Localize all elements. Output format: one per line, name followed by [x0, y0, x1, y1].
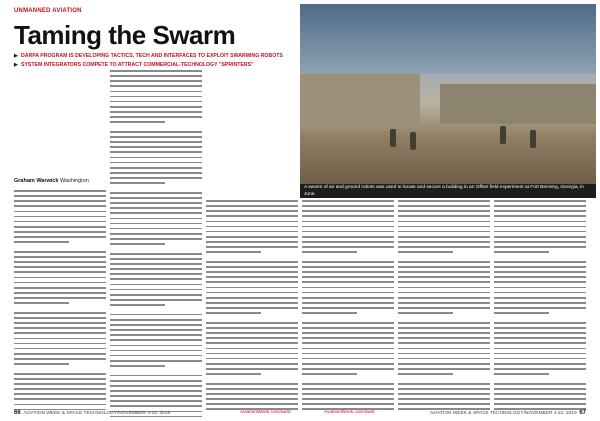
body-text-line — [206, 368, 298, 370]
body-text-line — [14, 287, 106, 289]
body-text-line — [110, 405, 202, 407]
body-text-line — [302, 215, 394, 217]
body-text-line — [398, 348, 490, 350]
body-text-line — [110, 284, 202, 286]
byline-author: Graham Warwick — [14, 178, 59, 184]
body-text-line — [110, 233, 202, 235]
body-text-line — [398, 368, 490, 370]
body-text-line — [14, 226, 106, 228]
body-text-line — [206, 393, 298, 395]
body-text-line — [14, 292, 106, 294]
body-text-line — [302, 221, 394, 223]
body-text-line — [494, 342, 586, 344]
body-text-line — [206, 276, 298, 278]
body-text-line — [494, 297, 586, 299]
body-text-line — [398, 332, 490, 334]
body-text-line — [494, 215, 586, 217]
body-text-line — [494, 221, 586, 223]
body-text-line — [302, 363, 394, 365]
body-text-line — [398, 403, 490, 405]
body-text-line — [302, 200, 394, 202]
body-text-line — [398, 261, 490, 263]
body-text-line — [398, 210, 490, 212]
body-text-line — [14, 236, 106, 238]
body-text-line — [302, 312, 357, 314]
body-text-line — [110, 345, 202, 347]
headline: Taming the Swarm — [14, 20, 236, 50]
body-text-line — [494, 231, 586, 233]
body-text-line — [206, 302, 298, 304]
triangle-right-icon: ▶ — [14, 62, 18, 68]
body-text-line — [110, 177, 202, 179]
photo-soldier — [530, 130, 536, 148]
body-text-line — [302, 403, 394, 405]
body-text-line — [398, 292, 490, 294]
body-text-line — [14, 312, 106, 314]
body-column-3 — [206, 200, 298, 414]
section-label: UNMANNED AVIATION — [14, 8, 82, 14]
body-text-line — [302, 266, 394, 268]
body-text-line — [398, 342, 490, 344]
body-text-line — [398, 307, 490, 309]
body-text-line — [206, 292, 298, 294]
body-text-line — [110, 121, 165, 123]
body-text-line — [110, 289, 202, 291]
body-text-line — [302, 302, 394, 304]
byline-location: Washington — [59, 178, 89, 184]
body-text-line — [494, 271, 586, 273]
body-text-line — [110, 192, 202, 194]
body-text-line — [398, 231, 490, 233]
body-text-line — [206, 358, 298, 360]
body-text-line — [110, 75, 202, 77]
body-text-line — [110, 365, 165, 367]
body-text-line — [14, 190, 106, 192]
body-text-line — [110, 273, 202, 275]
body-text-line — [14, 373, 106, 375]
body-text-line — [494, 246, 586, 248]
body-text-line — [110, 339, 202, 341]
body-text-line — [14, 338, 106, 340]
body-text-line — [14, 195, 106, 197]
body-text-line — [206, 226, 298, 228]
body-text-line — [14, 271, 106, 273]
body-text-line — [494, 383, 586, 385]
body-text-line — [206, 322, 298, 324]
body-text-line — [206, 383, 298, 385]
body-text-line — [302, 353, 394, 355]
body-text-line — [206, 363, 298, 365]
body-text-line — [398, 373, 453, 375]
footer-right: AVIATION WEEK & SPACE TECHNOLOGY/NOVEMBER 4-24, 2019 67 — [429, 410, 586, 416]
body-text-line — [110, 91, 202, 93]
body-text-line — [302, 322, 394, 324]
body-text-line — [110, 400, 202, 402]
body-text-line — [206, 403, 298, 405]
body-text-line — [110, 304, 165, 306]
body-text-line — [302, 342, 394, 344]
body-text-line — [206, 200, 298, 202]
body-text-line — [302, 251, 357, 253]
body-text-line — [110, 197, 202, 199]
body-text-line — [206, 337, 298, 339]
deck-bullet: ▶ DARPA PROGRAM IS DEVELOPING TACTICS, TECH AND INTERFACES TO EXPLOIT SWARMING ROBOTS — [14, 53, 283, 59]
body-text-line — [110, 146, 202, 148]
body-text-line — [206, 246, 298, 248]
body-text-line — [110, 80, 202, 82]
body-text-line — [302, 246, 394, 248]
body-text-line — [398, 302, 490, 304]
triangle-right-icon: ▶ — [14, 53, 18, 59]
feature-photo — [300, 4, 596, 184]
body-text-line — [110, 329, 202, 331]
photo-caption: A swarm of air and ground robots was used to locate and secure a building in an Offset field experiment at Fort Benning, Georgia, in June. — [300, 184, 596, 198]
body-text-line — [302, 297, 394, 299]
body-text-line — [302, 236, 394, 238]
body-text-line — [398, 236, 490, 238]
body-text-line — [494, 276, 586, 278]
body-text-line — [494, 393, 586, 395]
body-text-line — [398, 327, 490, 329]
body-text-line — [302, 373, 357, 375]
body-text-line — [14, 388, 106, 390]
body-text-line — [206, 297, 298, 299]
body-text-line — [398, 388, 490, 390]
body-text-line — [14, 363, 69, 365]
body-text-line — [110, 136, 202, 138]
body-text-line — [206, 210, 298, 212]
body-text-line — [398, 200, 490, 202]
body-text-line — [14, 343, 106, 345]
body-text-line — [110, 258, 202, 260]
body-text-line — [110, 157, 202, 159]
body-text-line — [110, 212, 202, 214]
body-text-line — [302, 261, 394, 263]
body-column-5 — [398, 200, 490, 414]
body-text-line — [206, 332, 298, 334]
body-text-line — [14, 383, 106, 385]
body-text-line — [494, 210, 586, 212]
body-text-line — [494, 348, 586, 350]
body-text-line — [398, 241, 490, 243]
body-text-line — [110, 395, 202, 397]
body-text-line — [14, 393, 106, 395]
body-text-line — [110, 314, 202, 316]
body-text-line — [398, 246, 490, 248]
body-text-line — [398, 337, 490, 339]
footer-link-left[interactable]: AviationWeek.com/awst — [240, 410, 291, 415]
body-text-line — [110, 380, 202, 382]
body-text-line — [302, 231, 394, 233]
body-text-line — [206, 241, 298, 243]
page-footer — [0, 408, 600, 420]
body-text-line — [206, 287, 298, 289]
body-text-line — [302, 271, 394, 273]
body-text-line — [206, 231, 298, 233]
body-text-line — [110, 299, 202, 301]
body-text-line — [110, 70, 202, 72]
body-text-line — [206, 398, 298, 400]
body-text-line — [206, 215, 298, 217]
footer-link-right[interactable]: AviationWeek.com/awst — [324, 410, 375, 415]
body-column-2 — [110, 70, 202, 421]
body-column-6 — [494, 200, 586, 414]
byline — [14, 178, 89, 184]
body-text-line — [110, 131, 202, 133]
body-text-line — [206, 353, 298, 355]
body-text-line — [110, 278, 202, 280]
body-text-line — [14, 231, 106, 233]
body-text-line — [14, 200, 106, 202]
body-text-line — [206, 266, 298, 268]
body-text-line — [110, 360, 202, 362]
body-text-line — [206, 312, 261, 314]
body-text-line — [14, 327, 106, 329]
body-text-line — [206, 205, 298, 207]
body-text-line — [398, 281, 490, 283]
photo-building — [440, 84, 596, 124]
body-text-line — [110, 101, 202, 103]
deck-bullet: ▶ SYSTEM INTEGRATORS COMPETE TO ATTRACT COMMERCIAL-TECHNOLOGY "SPRINTERS" — [14, 62, 254, 68]
body-text-line — [110, 350, 202, 352]
body-text-line — [494, 332, 586, 334]
body-text-line — [14, 241, 69, 243]
body-text-line — [302, 393, 394, 395]
body-text-line — [494, 287, 586, 289]
body-text-line — [206, 281, 298, 283]
body-text-line — [110, 238, 202, 240]
body-text-line — [110, 319, 202, 321]
body-text-line — [398, 221, 490, 223]
body-text-line — [110, 111, 202, 113]
body-text-line — [494, 302, 586, 304]
body-text-line — [110, 116, 202, 118]
body-text-line — [14, 404, 106, 406]
body-text-line — [206, 342, 298, 344]
body-text-line — [110, 167, 202, 169]
body-text-line — [110, 294, 202, 296]
body-text-line — [494, 363, 586, 365]
body-text-line — [494, 358, 586, 360]
body-text-line — [398, 312, 453, 314]
body-text-line — [14, 256, 106, 258]
photo-soldier — [500, 126, 506, 144]
body-text-line — [302, 281, 394, 283]
body-text-line — [14, 251, 106, 253]
body-text-line — [14, 282, 106, 284]
body-text-line — [494, 368, 586, 370]
body-text-line — [494, 307, 586, 309]
body-text-line — [494, 281, 586, 283]
body-text-line — [110, 223, 202, 225]
body-text-line — [110, 375, 202, 377]
body-text-line — [494, 205, 586, 207]
body-text-line — [494, 337, 586, 339]
body-text-line — [110, 253, 202, 255]
body-text-line — [110, 268, 202, 270]
body-column-1 — [14, 190, 106, 414]
body-column-4 — [302, 200, 394, 414]
body-text-line — [302, 383, 394, 385]
body-text-line — [494, 373, 549, 375]
body-text-line — [302, 287, 394, 289]
body-text-line — [110, 172, 202, 174]
body-text-line — [14, 302, 69, 304]
body-text-line — [206, 373, 261, 375]
photo-building — [300, 74, 420, 124]
body-text-line — [14, 378, 106, 380]
body-text-line — [14, 266, 106, 268]
body-text-line — [302, 241, 394, 243]
body-text-line — [494, 403, 586, 405]
body-text-line — [302, 307, 394, 309]
body-text-line — [398, 322, 490, 324]
body-text-line — [14, 221, 106, 223]
body-text-line — [494, 251, 549, 253]
body-text-line — [398, 215, 490, 217]
body-text-line — [302, 398, 394, 400]
body-text-line — [110, 141, 202, 143]
body-text-line — [398, 297, 490, 299]
body-text-line — [14, 216, 106, 218]
body-text-line — [206, 271, 298, 273]
body-text-line — [110, 385, 202, 387]
body-text-line — [494, 236, 586, 238]
body-text-line — [494, 226, 586, 228]
body-text-line — [110, 207, 202, 209]
body-text-line — [398, 363, 490, 365]
body-text-line — [302, 348, 394, 350]
body-text-line — [302, 327, 394, 329]
body-text-line — [110, 182, 165, 184]
body-text-line — [110, 355, 202, 357]
body-text-line — [14, 211, 106, 213]
body-text-line — [494, 398, 586, 400]
body-text-line — [398, 276, 490, 278]
body-text-line — [494, 327, 586, 329]
body-text-line — [302, 368, 394, 370]
body-text-line — [302, 388, 394, 390]
body-text-line — [302, 358, 394, 360]
body-text-line — [110, 202, 202, 204]
body-text-line — [494, 353, 586, 355]
body-text-line — [494, 266, 586, 268]
body-text-line — [398, 205, 490, 207]
body-text-line — [398, 353, 490, 355]
body-text-line — [494, 200, 586, 202]
body-text-line — [14, 398, 106, 400]
body-text-line — [14, 322, 106, 324]
footer-left: 66 AVIATION WEEK & SPACE TECHNOLOGY/NOVEMBER 4-24, 2019 — [14, 410, 171, 416]
body-text-line — [14, 277, 106, 279]
body-text-line — [494, 388, 586, 390]
photo-soldier — [390, 129, 396, 147]
body-text-line — [206, 388, 298, 390]
body-text-line — [206, 307, 298, 309]
body-text-line — [110, 324, 202, 326]
body-text-line — [14, 317, 106, 319]
body-text-line — [398, 383, 490, 385]
body-text-line — [494, 312, 549, 314]
body-text-line — [398, 266, 490, 268]
body-text-line — [14, 261, 106, 263]
body-text-line — [14, 348, 106, 350]
body-text-line — [14, 358, 106, 360]
body-text-line — [398, 226, 490, 228]
body-text-line — [206, 261, 298, 263]
body-text-line — [302, 332, 394, 334]
body-text-line — [206, 236, 298, 238]
body-text-line — [206, 221, 298, 223]
body-text-line — [110, 263, 202, 265]
body-text-line — [302, 226, 394, 228]
body-text-line — [302, 337, 394, 339]
body-text-line — [302, 205, 394, 207]
body-text-line — [302, 210, 394, 212]
body-text-line — [14, 205, 106, 207]
body-text-line — [110, 162, 202, 164]
body-text-line — [494, 241, 586, 243]
body-text-line — [302, 292, 394, 294]
photo-sky — [300, 4, 596, 74]
body-text-line — [398, 251, 453, 253]
body-text-line — [398, 358, 490, 360]
body-text-line — [398, 393, 490, 395]
body-text-line — [494, 261, 586, 263]
deck-bullets — [14, 52, 304, 70]
body-text-line — [398, 398, 490, 400]
body-text-line — [110, 106, 202, 108]
body-text-line — [206, 348, 298, 350]
body-text-line — [110, 243, 165, 245]
body-text-line — [14, 297, 106, 299]
body-text-line — [110, 218, 202, 220]
body-text-line — [110, 96, 202, 98]
body-text-line — [494, 322, 586, 324]
body-text-line — [494, 292, 586, 294]
body-text-line — [14, 353, 106, 355]
body-text-line — [398, 287, 490, 289]
photo-soldier — [410, 132, 416, 150]
body-text-line — [14, 332, 106, 334]
body-text-line — [110, 228, 202, 230]
body-text-line — [206, 327, 298, 329]
body-text-line — [110, 334, 202, 336]
body-text-line — [398, 271, 490, 273]
body-text-line — [110, 85, 202, 87]
body-text-line — [206, 251, 261, 253]
body-text-line — [110, 151, 202, 153]
body-text-line — [302, 276, 394, 278]
body-text-line — [110, 390, 202, 392]
